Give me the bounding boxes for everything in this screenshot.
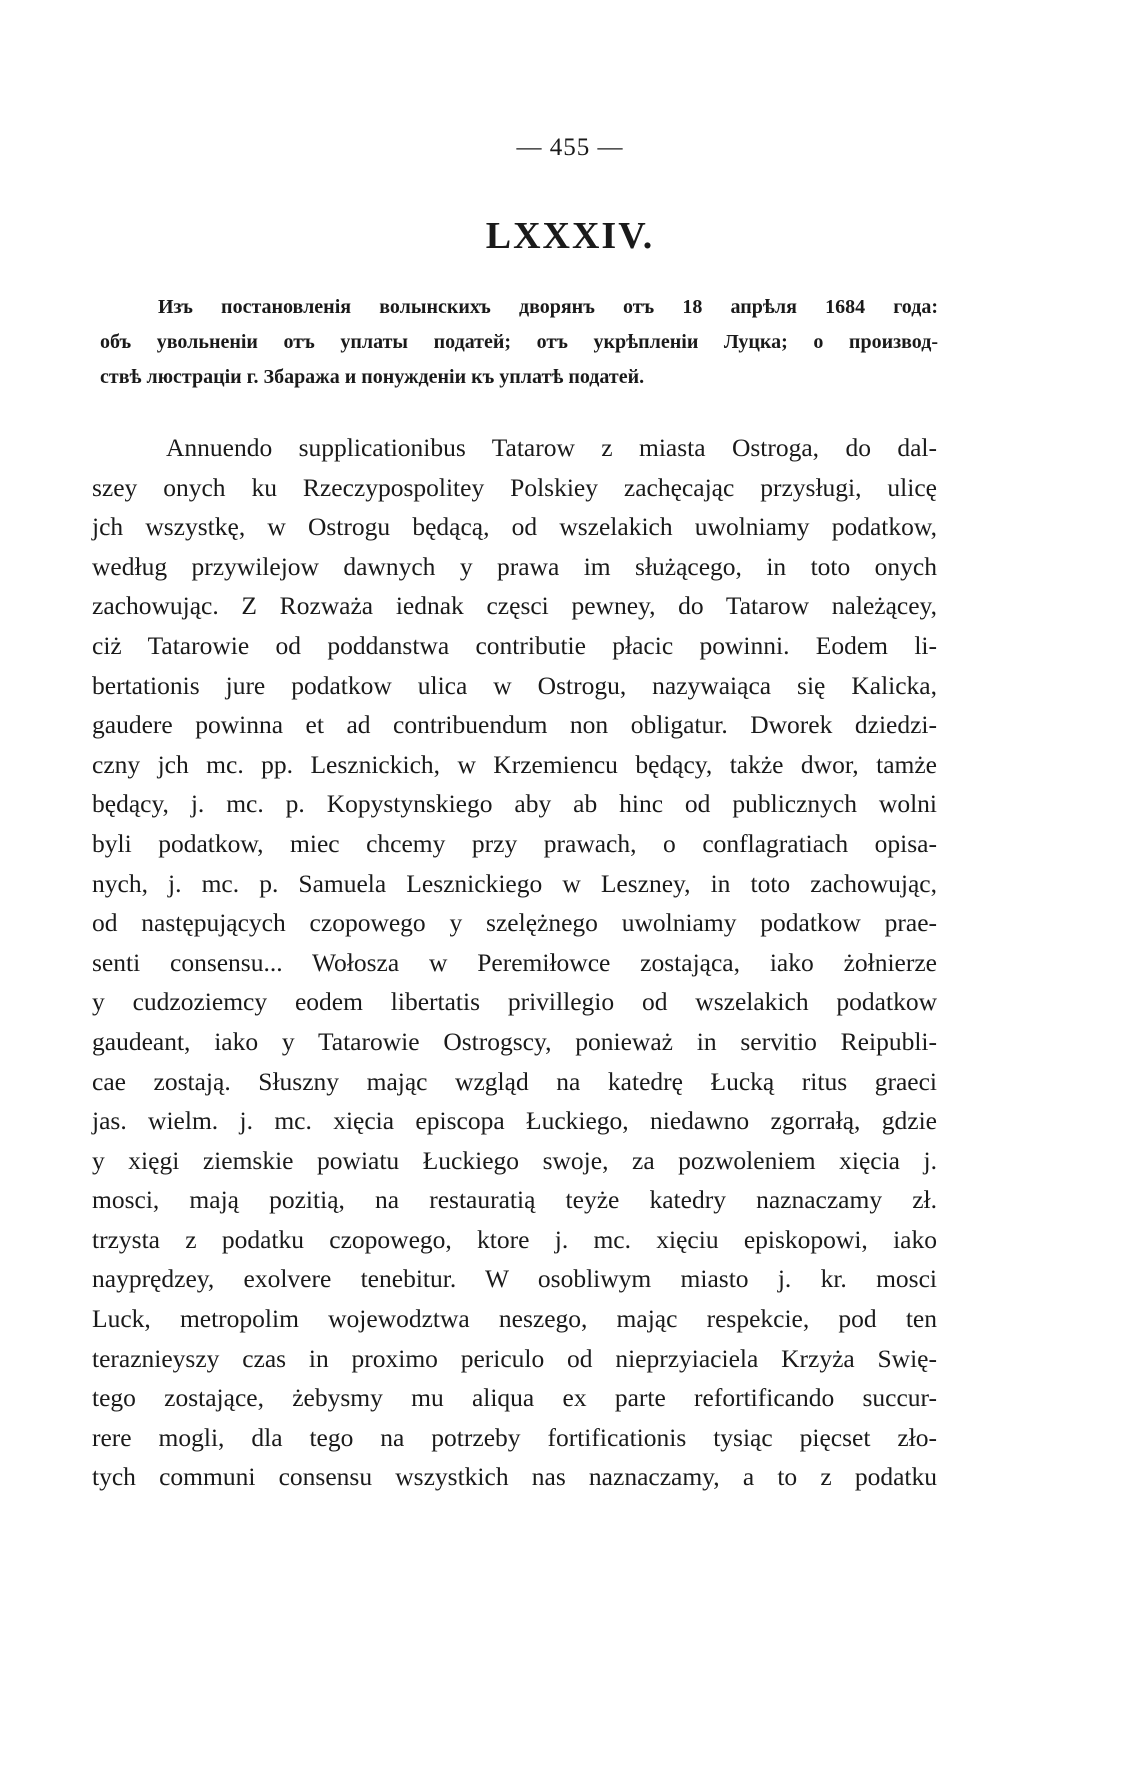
body-line: y cudzoziemcy eodem libertatis privillegio od wszelakich podatkow [92, 987, 937, 1017]
body-line: y xięgi ziemskie powiatu Łuckiego swoje, za pozwoleniem xięcia j. [92, 1145, 937, 1175]
body-line: tych communi consensu wszystkich nas naznaczamy, a to z podatku [92, 1462, 937, 1492]
body-line: teraznieyszy czas in proximo periculo od nieprzyiaciela Krzyża Swię- [92, 1343, 937, 1373]
summary-line: объ увольненіи отъ уплаты податей; отъ укрѣпленіи Луцка; о производ- [100, 331, 938, 353]
document-number: LXXXIV. [485, 215, 655, 257]
summary-line: ствѣ люстраціи г. Збаража и понужденіи къ уплатѣ податей. [100, 366, 645, 388]
body-line: szey onych ku Rzeczypospolitey Polskiey zachęcając przysługi, ulicę [92, 472, 937, 502]
body-line: jas. wielm. j. mc. xięcia episcopa Łuckiego, niedawno zgorrałą, gdzie [92, 1106, 937, 1136]
body-line: senti consensu... Wołosza w Peremiłowce zostająca, iako żołnierze [92, 947, 937, 977]
body-line: bertationis jure podatkow ulica w Ostrogu, nazywaiąca się Kalicka, [92, 670, 937, 700]
body-line: tego zostające, żebysmy mu aliqua ex parte refortificando succur- [92, 1383, 937, 1413]
body-line: według przywilejow dawnych y prawa im służącego, in toto onych [92, 551, 937, 581]
page-number: — 455 — [516, 134, 624, 161]
body-line: nayprędzey, exolvere tenebitur. W osobliwym miasto j. kr. mosci [92, 1264, 937, 1294]
body-line: mosci, mają pozitią, na restauratią teyże katedry naznaczamy zł. [92, 1185, 937, 1215]
body-line: zachowując. Z Rozważa iednak częsci pewney, do Tatarow należącey, [92, 591, 937, 621]
summary-line: Изъ постановленія волынскихъ дворянъ отъ 18 апрѣля 1684 года: [158, 296, 938, 318]
body-line: gaudeant, iako y Tatarowie Ostrogscy, ponieważ in servitio Reipubli- [92, 1026, 937, 1056]
body-line: nych, j. mc. p. Samuela Lesznickiego w Leszney, in toto zachowując, [92, 868, 937, 898]
body-line: czny jch mc. pp. Lesznickich, w Krzemiencu będący, także dwor, tamże [92, 749, 937, 779]
body-line: ciż Tatarowie od poddanstwa contributie płacic powinni. Eodem li- [92, 630, 937, 660]
body-line: byli podatkow, miec chcemy przy prawach, o conflagratiach opisa- [92, 828, 937, 858]
body-line: Annuendo supplicationibus Tatarow z miasta Ostroga, do dal- [166, 433, 937, 462]
body-line: od następujących czopowego y szelężnego uwolniamy podatkow prae- [92, 908, 937, 938]
body-line: będący, j. mc. p. Kopystynskiego aby ab hinc od publicznych wolni [92, 789, 937, 819]
body-text [92, 428, 937, 1497]
body-line: Luck, metropolim wojewodztwa neszego, mając respekcie, pod ten [92, 1304, 937, 1334]
body-line: trzysta z podatku czopowego, ktore j. mc. xięciu episkopowi, iako [92, 1224, 937, 1254]
body-line: gaudere powinna et ad contribuendum non obligatur. Dworek dziedzi- [92, 710, 937, 740]
body-line: jch wszystkę, w Ostrogu będącą, od wszelakich uwolniamy podatkow, [92, 512, 937, 542]
body-line: cae zostają. Słuszny mając wzgląd na katedrę Łucką ritus graeci [92, 1066, 937, 1096]
document-summary [100, 290, 938, 395]
body-line: rere mogli, dla tego na potrzeby fortificationis tysiąc pięcset zło- [92, 1422, 937, 1452]
